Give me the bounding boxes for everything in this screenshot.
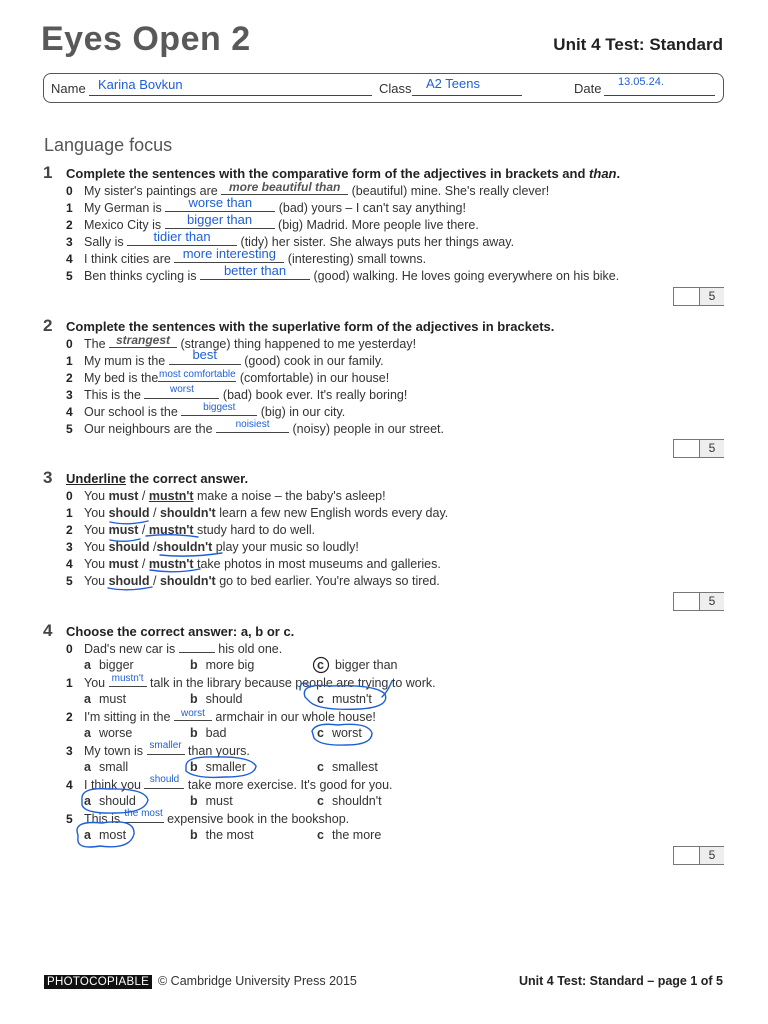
option-a[interactable]: a must — [84, 692, 127, 706]
exercise-row: 1 My German is worse than (bad) yours – I can't say anything! — [66, 195, 466, 215]
answer-blank[interactable]: worse than — [165, 200, 275, 212]
brand-title: Eyes Open 2 — [41, 20, 251, 58]
option-b[interactable]: b the most — [190, 828, 254, 842]
question-title: Choose the correct answer: a, b or c. — [66, 624, 295, 639]
exercise-row: 4 I think cities are more interesting (interesting) small towns. — [66, 246, 427, 266]
option-a[interactable]: a bigger — [84, 658, 134, 672]
option-b[interactable]: b must — [190, 794, 233, 808]
choice-row: 4 You must / mustn't take photos in most museums and galleries. — [66, 557, 441, 571]
score-max: 5 — [699, 288, 724, 305]
answer-blank[interactable] — [179, 641, 215, 653]
score-box[interactable] — [673, 592, 724, 611]
option-c[interactable]: c bigger than — [317, 658, 398, 672]
score-box[interactable] — [673, 846, 724, 865]
option-b[interactable]: b should — [190, 692, 243, 706]
choice-row: 0 You must / mustn't make a noise – the baby's asleep! — [66, 489, 386, 503]
exercise-row: 3 Sally is tidier than (tidy) her sister. She always puts her things away. — [66, 229, 515, 249]
score-max: 5 — [699, 593, 724, 610]
section-title: Language focus — [44, 135, 173, 155]
option-b[interactable]: mustn't — [148, 557, 194, 571]
option-c[interactable]: c mustn't — [317, 692, 372, 706]
option-c[interactable]: c worst — [317, 726, 362, 740]
choice-row: 3 You should /shouldn't play your music so loudly! — [66, 540, 359, 554]
exercise-row: 4 Our school is the biggest (big) in our city. — [66, 402, 346, 419]
option-c[interactable]: c shouldn't — [317, 794, 382, 808]
option-b[interactable]: b bad — [190, 726, 227, 740]
exercise-row: 2 My bed is the most comfortable (comfortable) in our house! — [66, 369, 390, 385]
answer-blank[interactable]: noisiest — [216, 421, 289, 433]
answer-blank[interactable]: tidier than — [127, 234, 237, 246]
test-title: Unit 4 Test: Standard — [553, 35, 723, 54]
mc-question: 0 Dad's new car is his old one. — [66, 642, 283, 656]
exercise-row: 0 The strangest (strange) thing happened to me yesterday! — [66, 333, 417, 351]
answer-blank[interactable]: the most — [124, 811, 164, 823]
score-max: 5 — [699, 440, 724, 457]
copyright-text: © Cambridge University Press 2015 — [158, 974, 357, 988]
answer-blank[interactable]: worst — [174, 709, 212, 721]
option-b[interactable]: shouldn't — [159, 574, 216, 588]
mc-question: 5 This is the most expensive book in the bookshop. — [66, 808, 350, 826]
choice-row: 5 You should / shouldn't go to bed earlier. You're always so tired. — [66, 574, 440, 588]
mc-question: 1 You mustn't talk in the library because people are trying to work. — [66, 673, 436, 690]
exercise-row: 5 Ben thinks cycling is better than (good) walking. He loves going everywhere on his bike. — [66, 263, 620, 283]
mc-question: 2 I'm sitting in the worst armchair in our whole house! — [66, 708, 376, 724]
score-box[interactable] — [673, 287, 724, 306]
option-b[interactable]: mustn't — [148, 489, 194, 503]
answer-blank[interactable]: mustn't — [109, 675, 147, 687]
question-title: Complete the sentences with the superlative form of the adjectives in brackets. — [66, 319, 555, 334]
date-field[interactable] — [604, 95, 715, 96]
exercise-row: 5 Our neighbours are the noisiest (noisy) people in our street. — [66, 419, 444, 436]
option-c[interactable]: c the more — [317, 828, 382, 842]
name-field[interactable] — [89, 95, 372, 96]
name-label: Name — [51, 81, 86, 96]
option-a[interactable]: should — [108, 540, 150, 554]
answer-blank[interactable]: should — [144, 777, 184, 789]
question-number: 3 — [43, 468, 53, 487]
class-value: A2 Teens — [426, 76, 480, 91]
date-value: 13.05.24. — [618, 76, 664, 88]
option-a[interactable]: should — [108, 506, 150, 520]
option-a[interactable]: must — [108, 523, 139, 537]
option-c[interactable]: c smallest — [317, 760, 378, 774]
mc-question: 4 I think you should take more exercise. It's good for you. — [66, 774, 393, 792]
exercise-row: 1 My mum is the best (good) cook in our family. — [66, 347, 384, 368]
option-a[interactable]: a small — [84, 760, 129, 774]
exercise-row: 3 This is the worst (bad) book ever. It's really boring! — [66, 384, 408, 402]
option-a[interactable]: a should — [84, 794, 136, 808]
answer-blank[interactable]: biggest — [181, 404, 257, 416]
answer-blank[interactable]: better than — [200, 268, 310, 280]
option-a[interactable]: must — [108, 489, 139, 503]
question-title: Underline the correct answer. — [66, 471, 249, 486]
exercise-row: 0 My sister's paintings are more beautiful than (beautiful) mine. She's really clever! — [66, 180, 550, 198]
question-number: 1 — [43, 163, 53, 182]
question-number: 2 — [43, 316, 53, 335]
option-b[interactable]: shouldn't — [159, 506, 216, 520]
exercise-row: 2 Mexico City is bigger than (big) Madrid. More people live there. — [66, 212, 479, 232]
answer-blank[interactable]: best — [169, 353, 241, 365]
answer-blank[interactable]: worst — [144, 387, 219, 399]
name-value: Karina Bovkun — [98, 77, 183, 92]
answer-blank[interactable]: smaller — [147, 743, 185, 755]
option-a[interactable]: must — [108, 557, 139, 571]
photocopiable-badge: PHOTOCOPIABLE — [44, 975, 152, 989]
answer-blank[interactable]: strangest — [109, 336, 177, 348]
answer-blank[interactable]: more interesting — [174, 251, 284, 263]
option-b[interactable]: mustn't — [148, 523, 194, 537]
answer-blank[interactable]: more beautiful than — [221, 183, 348, 195]
option-a[interactable]: a worse — [84, 726, 133, 740]
option-a[interactable]: a most — [84, 828, 127, 842]
option-a[interactable]: should — [108, 574, 150, 588]
choice-row: 1 You should / shouldn't learn a few new English words every day. — [66, 506, 449, 520]
option-b[interactable]: b smaller — [190, 760, 246, 774]
score-box[interactable] — [673, 439, 724, 458]
question-title: Complete the sentences with the comparative form of the adjectives in brackets and than. — [66, 166, 621, 181]
class-field[interactable] — [412, 95, 522, 96]
answer-blank[interactable]: bigger than — [165, 217, 275, 229]
answer-blank[interactable]: most comfortable — [158, 369, 236, 380]
choice-row: 2 You must / mustn't study hard to do well. — [66, 523, 316, 537]
date-label: Date — [574, 81, 602, 96]
option-b[interactable]: b more big — [190, 658, 255, 672]
option-b[interactable]: shouldn't — [156, 540, 213, 554]
class-label: Class — [379, 81, 412, 96]
page-indicator: Unit 4 Test: Standard – page 1 of 5 — [519, 974, 723, 988]
question-number: 4 — [43, 621, 53, 640]
mc-question: 3 My town is smaller than yours. — [66, 740, 250, 758]
score-max: 5 — [699, 847, 724, 864]
